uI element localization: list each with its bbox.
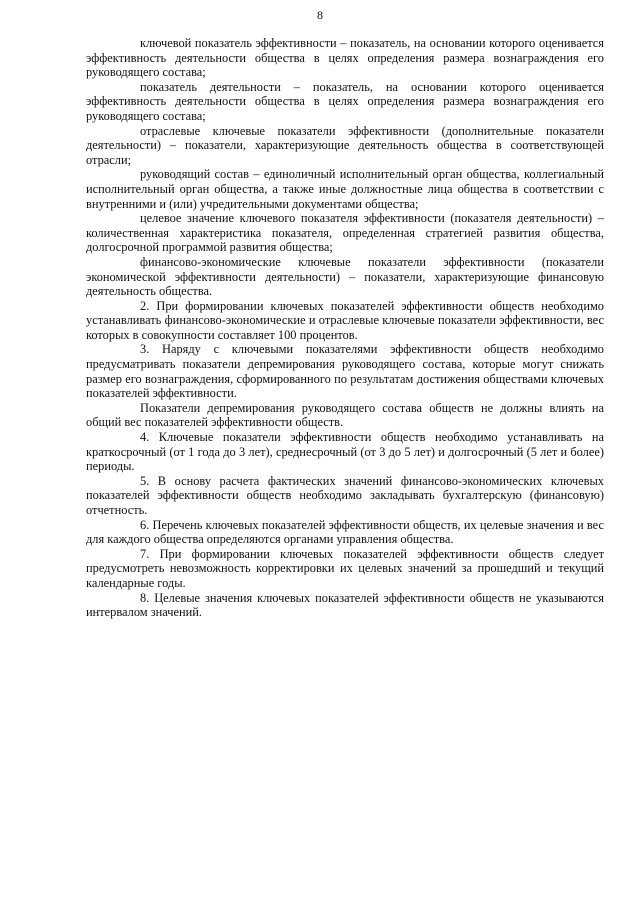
- clause-8: 8. Целевые значения ключевых показателей эффективности обществ не указываются интервалом значений.: [86, 590, 604, 620]
- clause-4: 4. Ключевые показатели эффективности обществ необходимо устанавливать на краткосрочный (от 1 года до 3 лет), среднесрочный (от 3 до 5 лет) и долгосрочный (5 лет и более) периоды.: [86, 430, 604, 474]
- document-body: [86, 36, 604, 620]
- clause-6: 6. Перечень ключевых показателей эффективности обществ, их целевые значения и вес для каждого общества определяются органами управления общества.: [86, 517, 604, 547]
- definition-financial-indicators: финансово-экономические ключевые показатели эффективности (показатели экономической эффективности деятельности) – показатели, характеризующие финансовую деятельность общества.: [86, 254, 604, 299]
- definition-industry-indicators: отраслевые ключевые показатели эффективности (дополнительные показатели деятельности) – показатели, характеризующие деятельность общества в соответствующей отрасли;: [86, 123, 604, 167]
- definition-management: руководящий состав – единоличный исполнительный орган общества, коллегиальный исполнительный орган общества, а также иные должностные лица общества в соответствии с внутренними и (или) учредительными документами общества;: [86, 167, 604, 211]
- clause-5: 5. В основу расчета фактических значений финансово-экономических ключевых показателей эффективности обществ необходимо закладывать бухгалтерскую (финансовую) отчетность.: [86, 473, 604, 517]
- clause-3-note: Показатели депремирования руководящего состава обществ не должны влиять на общий вес показателей эффективности обществ.: [86, 400, 604, 430]
- clause-7: 7. При формировании ключевых показателей эффективности обществ следует предусмотреть невозможность корректировки их целевых значений за прошедший и текущий календарные годы.: [86, 546, 604, 590]
- page-number: 8: [317, 8, 323, 22]
- clause-3: 3. Наряду с ключевыми показателями эффективности обществ необходимо предусматривать показатели депремирования руководящего состава, которые могут снижать размер его вознаграждения, сформированного по результатам достижения обществами ключевых показателей эффективности.: [86, 342, 604, 401]
- definition-target-value: целевое значение ключевого показателя эффективности (показателя деятельности) – количественная характеристика показателя, определенная стратегией развития общества, долгосрочной программой развития общества;: [86, 211, 604, 255]
- definition-key-indicator: ключевой показатель эффективности – показатель, на основании которого оценивается эффективность деятельности общества в целях определения размера вознаграждения его руководящего состава;: [86, 36, 604, 80]
- definition-activity-indicator: показатель деятельности – показатель, на основании которого оценивается эффективность деятельности общества в целях определения размера вознаграждения его руководящего состава;: [86, 79, 604, 123]
- clause-2: 2. При формировании ключевых показателей эффективности обществ необходимо устанавливать финансово-экономические и отраслевые ключевые показатели эффективности, вес которых в совокупности составляет 100 процентов.: [86, 298, 604, 342]
